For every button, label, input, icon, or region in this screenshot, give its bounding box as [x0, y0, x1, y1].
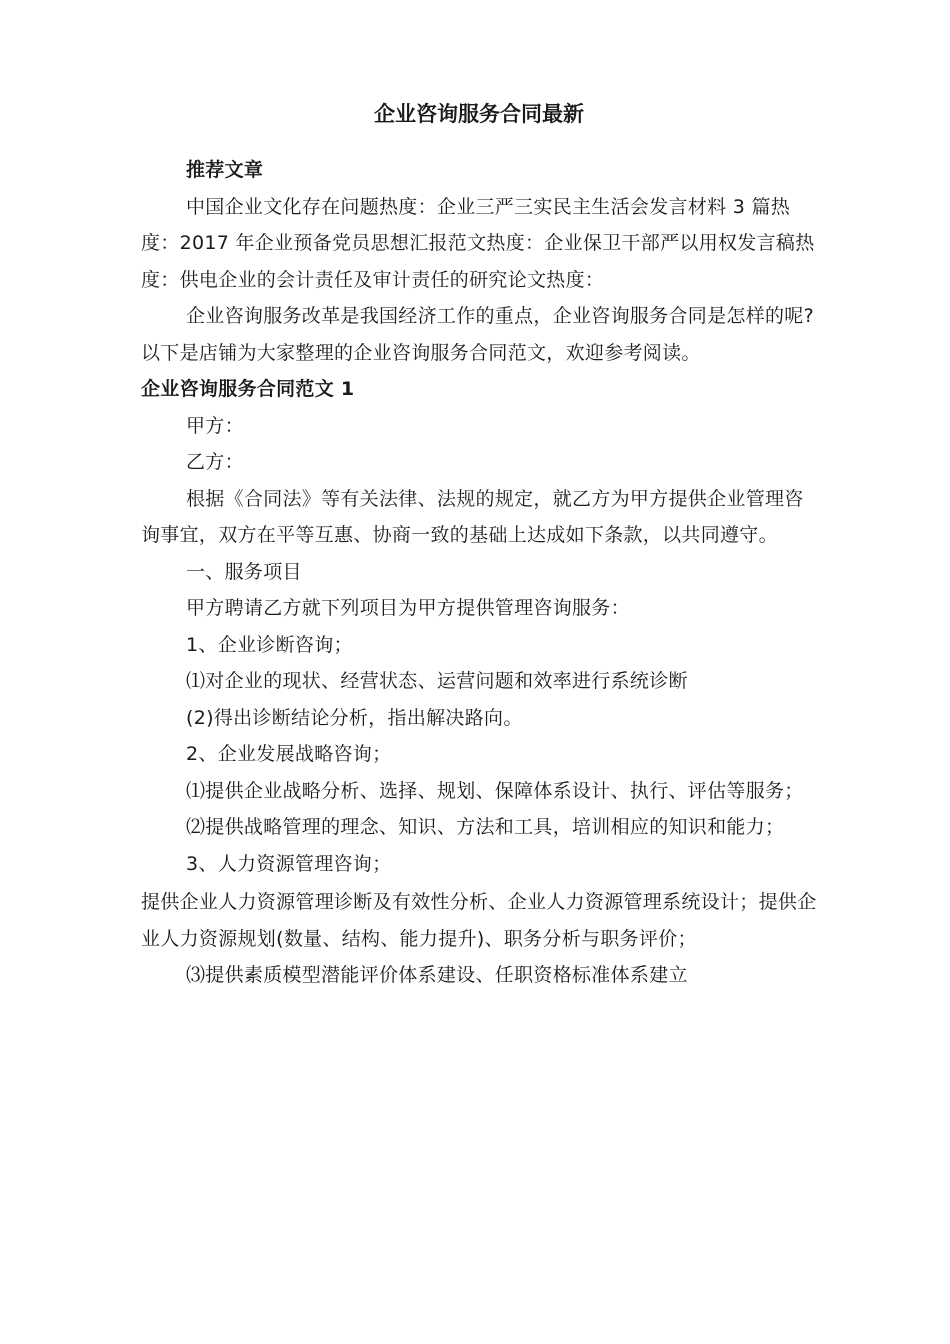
- intro-paragraph: 企业咨询服务改革是我国经济工作的重点，企业咨询服务合同是怎样的呢?以下是店铺为大家整理的企业咨询服务合同范文，欢迎参考阅读。: [141, 305, 814, 364]
- party-a-line: 甲方：: [186, 414, 244, 437]
- recommended-text: 中国企业文化存在问题热度：企业三严三实民主生活会发言材料 3 篇热度：2017 年企业预备党员思想汇报范文热度：企业保卫干部严以用权发言稿热度：供电企业的会计责任及审计责任的研究论文热度：: [141, 195, 815, 291]
- document-page: [141, 92, 817, 994]
- preamble-paragraph: 根据《合同法》等有关法律、法规的规定，就乙方为甲方提供企业管理咨询事宜，双方在平等互惠、协商一致的基础上达成如下条款，以共同遵守。: [141, 487, 804, 546]
- item-1-2: (2)得出诊断结论分析，指出解决路向。: [186, 706, 523, 729]
- item-3-text: 提供企业人力资源管理诊断及有效性分析、企业人力资源管理系统设计；提供企业人力资源规划(数量、结构、能力提升)、职务分析与职务评价；: [141, 891, 817, 950]
- item-2-2: ⑵提供战略管理的理念、知识、方法和工具，培训相应的知识和能力；: [186, 816, 785, 838]
- item-3-3: ⑶提供素质模型潜能评价体系建设、任职资格标准体系建立: [186, 964, 688, 986]
- document-title: 企业咨询服务合同最新: [374, 102, 584, 126]
- item-1: 1、企业诊断咨询；: [186, 633, 353, 656]
- clause-1-heading: 一、服务项目: [186, 560, 302, 583]
- section-heading: 企业咨询服务合同范文 1: [141, 378, 355, 400]
- recommended-heading: 推荐文章: [186, 159, 264, 181]
- item-2: 2、企业发展战略咨询；: [186, 743, 392, 765]
- item-2-1: ⑴提供企业战略分析、选择、规划、保障体系设计、执行、评估等服务；: [186, 779, 804, 802]
- party-b-line: 乙方：: [186, 451, 244, 473]
- clause-1-text: 甲方聘请乙方就下列项目为甲方提供管理咨询服务：: [186, 597, 630, 619]
- item-1-1: ⑴对企业的现状、经营状态、运营问题和效率进行系统诊断: [186, 670, 688, 692]
- item-3: 3、人力资源管理咨询；: [186, 852, 392, 875]
